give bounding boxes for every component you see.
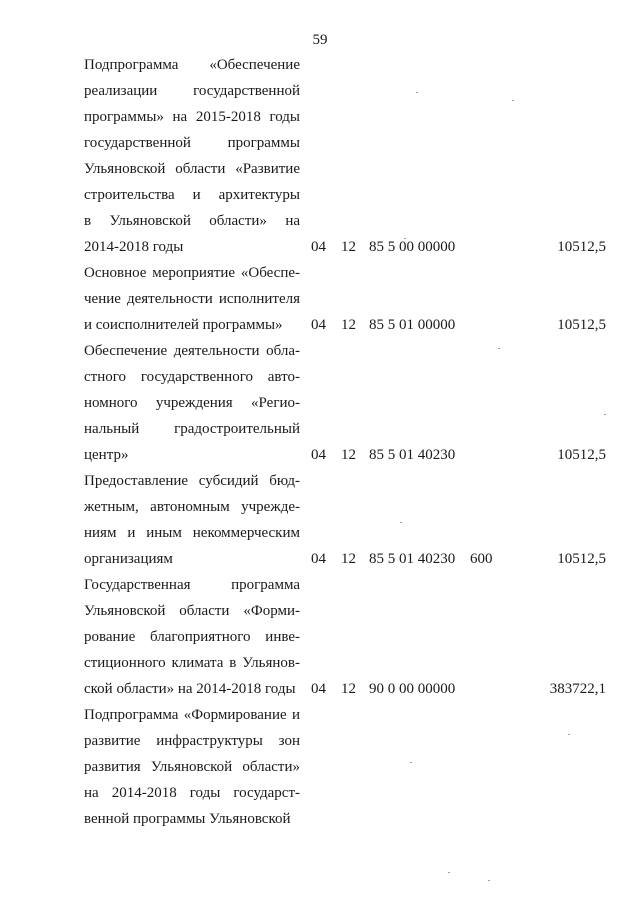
row-name-line: жетным, автономным учрежде-: [84, 499, 300, 515]
row-name: [84, 260, 300, 338]
scan-speck: [568, 734, 570, 735]
target-article-code: 90 0 00 00000: [369, 681, 456, 697]
amount: 10512,5: [557, 447, 606, 463]
scan-speck: [488, 880, 490, 881]
scan-speck: [604, 414, 606, 415]
amount: 383722,1: [549, 681, 606, 697]
row-name-line: чение деятельности исполнителя: [84, 291, 300, 307]
row-name-line: Подпрограмма «Обеспечение: [84, 57, 300, 73]
scan-speck: [448, 872, 450, 873]
amount: 10512,5: [557, 317, 606, 333]
row-name-line: на 2014-2018 годы государст-: [84, 785, 300, 801]
row-name-line: программы» на 2015-2018 годы: [84, 109, 300, 125]
subsection-code: 12: [341, 551, 356, 567]
subsection-code: 12: [341, 681, 356, 697]
row-name: [84, 468, 300, 572]
row-name-line: стиционного климата в Ульянов-: [84, 655, 300, 671]
row-name-line: и соисполнителей программы»: [84, 317, 283, 333]
row-name: [84, 338, 300, 468]
expense-type-code: 600: [470, 551, 493, 567]
row-name-line: стного государственного авто-: [84, 369, 300, 385]
row-name-line: венной программы Ульяновской: [84, 811, 291, 827]
section-code: 04: [311, 239, 326, 255]
scan-speck: [404, 238, 406, 239]
scan-speck: [498, 348, 500, 349]
target-article-code: 85 5 01 00000: [369, 317, 456, 333]
section-code: 04: [311, 551, 326, 567]
scan-speck: [410, 762, 412, 763]
row-name-line: строительства и архитектуры: [84, 187, 300, 203]
row-name-line: ской области» на 2014-2018 годы: [84, 681, 296, 697]
row-name-line: Предоставление субсидий бюд-: [84, 473, 300, 489]
row-name-line: Ульяновской области «Развитие: [84, 161, 300, 177]
row-name-line: Основное мероприятие «Обеспе-: [84, 265, 300, 281]
row-name-line: организациям: [84, 551, 173, 567]
row-name-line: 2014-2018 годы: [84, 239, 184, 255]
row-name: [84, 52, 300, 260]
row-name-line: Государственная программа: [84, 577, 300, 593]
section-code: 04: [311, 681, 326, 697]
section-code: 04: [311, 447, 326, 463]
row-name-line: номного учреждения «Регио-: [84, 395, 300, 411]
row-name-line: Подпрограмма «Формирование и: [84, 707, 300, 723]
row-name-line: государственной программы: [84, 135, 300, 151]
target-article-code: 85 5 00 00000: [369, 239, 456, 255]
row-name: [84, 702, 300, 832]
row-name-line: Ульяновской области «Форми-: [84, 603, 300, 619]
page-number: 59: [312, 32, 328, 48]
scan-speck: [400, 522, 402, 523]
target-article-code: 85 5 01 40230: [369, 447, 456, 463]
scan-speck: [416, 92, 418, 93]
amount: 10512,5: [557, 551, 606, 567]
subsection-code: 12: [341, 317, 356, 333]
subsection-code: 12: [341, 447, 356, 463]
row-name-line: центр»: [84, 447, 129, 463]
target-article-code: 85 5 01 40230: [369, 551, 456, 567]
row-name: [84, 572, 300, 702]
row-name-line: Обеспечение деятельности обла-: [84, 343, 300, 359]
row-name-line: развития Ульяновской области»: [84, 759, 300, 775]
row-name-line: развитие инфраструктуры зон: [84, 733, 300, 749]
scan-speck: [512, 100, 514, 101]
subsection-code: 12: [341, 239, 356, 255]
row-name-line: рование благоприятного инве-: [84, 629, 300, 645]
amount: 10512,5: [557, 239, 606, 255]
row-name-line: нальный градостроительный: [84, 421, 300, 437]
section-code: 04: [311, 317, 326, 333]
row-name-line: в Ульяновской области» на: [84, 213, 300, 229]
row-name-line: ниям и иным некоммерческим: [84, 525, 300, 541]
row-name-line: реализации государственной: [84, 83, 300, 99]
